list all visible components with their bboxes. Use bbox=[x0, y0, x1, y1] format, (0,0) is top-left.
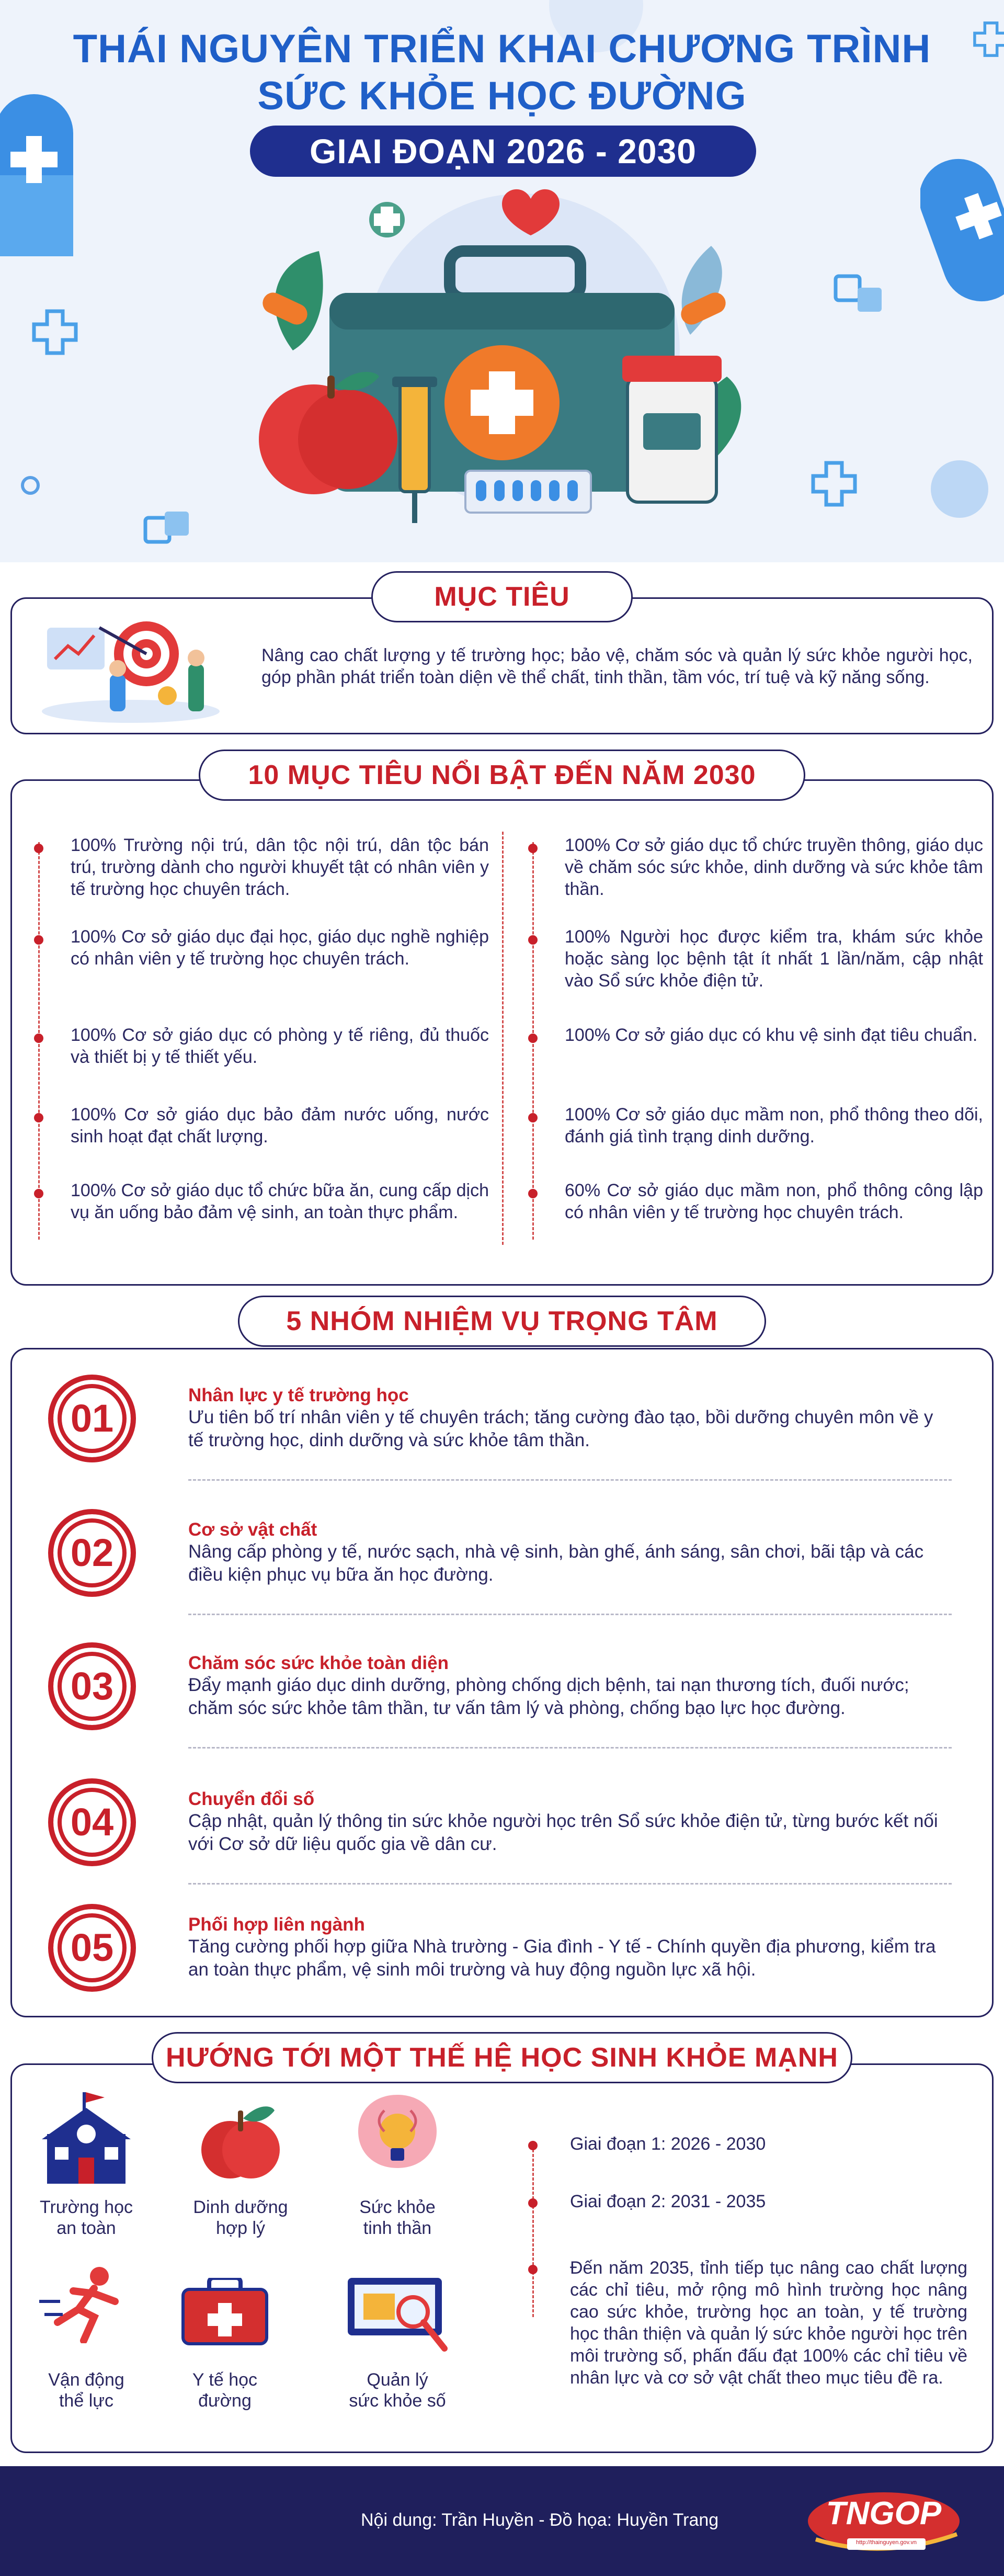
target-item: 100% Cơ sở giáo dục đại học, giáo dục nghề nghiệp có nhân viên y tế trường học chuyên trách. bbox=[71, 927, 489, 969]
task-number: 02 bbox=[70, 1531, 114, 1574]
bullet-dot bbox=[528, 2141, 538, 2150]
stages-line bbox=[532, 2144, 534, 2317]
capsule-icon bbox=[920, 152, 1004, 309]
task-title: Nhân lực y tế trường học bbox=[188, 1385, 409, 1405]
bullet-dot bbox=[528, 1113, 538, 1122]
bullet-dot bbox=[528, 2198, 538, 2208]
objective-label: MỤC TIÊU bbox=[371, 571, 633, 622]
stage-1: Giai đoạn 1: 2026 - 2030 bbox=[570, 2134, 766, 2154]
target-item: 100% Cơ sở giáo dục tổ chức truyền thông, giáo dục về chăm sóc sức khỏe, dinh dưỡng và sức khỏe tâm thần. bbox=[565, 835, 983, 899]
logo-text: TNGOP bbox=[826, 2495, 942, 2532]
bullet-dot bbox=[34, 935, 43, 945]
icon-caption bbox=[324, 2197, 471, 2239]
target-item: 100% Cơ sở giáo dục bảo đảm nước uống, nước sinh hoạt đạt chất lượng. bbox=[71, 1105, 489, 1147]
task-separator bbox=[188, 1883, 952, 1885]
target-item: 100% Trường nội trú, dân tộc nội trú, dân tộc bán trú, trường dành cho người khuyết tật có nhân viên y tế trường học chuyên trách. bbox=[71, 835, 489, 899]
icon-caption-line2: đường bbox=[198, 2391, 252, 2411]
bullet-dot bbox=[528, 1034, 538, 1043]
task-number-badge bbox=[48, 1375, 136, 1462]
task-title: Chăm sóc sức khỏe toàn diện bbox=[188, 1653, 449, 1673]
icon-caption bbox=[152, 2369, 298, 2411]
icon-caption-line2: sức khỏe số bbox=[349, 2391, 446, 2411]
bullet-dot bbox=[34, 1113, 43, 1122]
task-number-badge bbox=[48, 1778, 136, 1866]
icon-caption bbox=[13, 2197, 159, 2239]
deco-circle bbox=[931, 460, 988, 518]
bullet-dot bbox=[34, 1189, 43, 1198]
square-deco-icon bbox=[831, 272, 889, 319]
bullet-dot bbox=[34, 1034, 43, 1043]
task-separator bbox=[188, 1747, 952, 1749]
task-separator bbox=[188, 1479, 952, 1481]
header-banner bbox=[0, 0, 1004, 562]
icon-caption bbox=[167, 2197, 314, 2239]
logo-url: http://thainguyen.gov.vn bbox=[856, 2539, 917, 2546]
phase-badge: GIAI ĐOẠN 2026 - 2030 bbox=[250, 126, 756, 177]
stage-2: Giai đoạn 2: 2031 - 2035 bbox=[570, 2192, 766, 2211]
square-deco-icon bbox=[141, 507, 199, 554]
icon-caption-line1: Dinh dưỡng bbox=[193, 2197, 288, 2217]
icon-caption-line2: thể lực bbox=[59, 2391, 114, 2411]
task-number: 01 bbox=[70, 1397, 114, 1440]
page-title-line1: THÁI NGUYÊN TRIỂN KHAI CHƯƠNG TRÌNH bbox=[73, 27, 931, 71]
footer bbox=[0, 2466, 1004, 2576]
deco-circle bbox=[21, 476, 40, 495]
first-aid-kit-illustration bbox=[230, 178, 774, 554]
task-number: 04 bbox=[70, 1800, 114, 1844]
bullet-dot bbox=[528, 1189, 538, 1198]
task-description: Đẩy mạnh giáo dục dinh dưỡng, phòng chống dịch bệnh, tai nạn thương tích, đuối nước; chăm sóc sức khỏe tâm thần, tư vấn tâm lý và phòng, chống bạo lực học đường. bbox=[188, 1675, 909, 1718]
future-label: HƯỚNG TỚI MỘT THẾ HỆ HỌC SINH KHỎE MẠNH bbox=[152, 2032, 852, 2083]
target-item: 100% Người học được kiểm tra, khám sức khỏe hoặc sàng lọc bệnh tật ít nhất 1 lần/năm, cập nhật vào Sổ sức khỏe điện tử. bbox=[565, 927, 983, 991]
task-description: Nâng cấp phòng y tế, nước sạch, nhà vệ sinh, bàn ghế, ánh sáng, sân chơi, bãi tập và các điều kiện phục vụ bữa ăn học đường. bbox=[188, 1541, 924, 1585]
medical-cross-icon bbox=[31, 309, 78, 356]
digital-monitor-icon bbox=[345, 2275, 450, 2354]
medical-box-icon bbox=[180, 2278, 269, 2346]
target-item: 100% Cơ sở giáo dục có phòng y tế riêng, đủ thuốc và thiết bị y tế thiết yếu. bbox=[71, 1025, 489, 1067]
page-title-line2: SỨC KHỎE HỌC ĐƯỜNG bbox=[257, 74, 747, 118]
task-number-badge bbox=[48, 1642, 136, 1730]
icon-caption-line1: Sức khỏe bbox=[359, 2197, 436, 2217]
target-goal-illustration-icon bbox=[37, 612, 225, 727]
icon-caption bbox=[13, 2369, 159, 2411]
task-description: Tăng cường phối hợp giữa Nhà trường - Gia đình - Y tế - Chính quyền địa phương, kiểm tra an toàn thực phẩm, vệ sinh môi trường và huy động nguồn lực xã hội. bbox=[188, 1936, 936, 1980]
targets-divider bbox=[502, 832, 504, 1245]
target-item: 100% Cơ sở giáo dục tổ chức bữa ăn, cung cấp dịch vụ ăn uống bảo đảm vệ sinh, an toàn thực phẩm. bbox=[71, 1181, 489, 1222]
bullet-dot bbox=[528, 935, 538, 945]
task-number-badge bbox=[48, 1904, 136, 1992]
credit-text: Nội dung: Trần Huyền - Đồ họa: Huyền Trang bbox=[361, 2510, 719, 2530]
task-number-badge bbox=[48, 1509, 136, 1597]
icon-caption-line1: Vận động bbox=[48, 2370, 124, 2390]
targets-label: 10 MỤC TIÊU NỔI BẬT ĐẾN NĂM 2030 bbox=[199, 750, 805, 801]
task-description: Cập nhật, quản lý thông tin sức khỏe người học trên Sổ sức khỏe điện tử, từng bước kết nối với Cơ sở dữ liệu quốc gia về dân cư. bbox=[188, 1811, 938, 1854]
medical-cross-icon bbox=[811, 460, 858, 507]
apple-icon bbox=[201, 2095, 280, 2184]
bullet-dot bbox=[528, 844, 538, 853]
task-number: 05 bbox=[70, 1926, 114, 1969]
icon-caption bbox=[324, 2369, 471, 2411]
task-title: Chuyển đổi số bbox=[188, 1789, 315, 1809]
brain-lightbulb-icon bbox=[353, 2090, 442, 2184]
objective-text: Nâng cao chất lượng y tế trường học; bảo vệ, chăm sóc và quản lý sức khỏe người học, góp phần phát triển toàn diện về thể chất, tinh thần, tầm vóc, trí tuệ và kỹ năng sống. bbox=[261, 645, 973, 687]
task-title: Cơ sở vật chất bbox=[188, 1519, 317, 1540]
icon-caption-line2: tinh thần bbox=[363, 2218, 432, 2238]
icon-caption-line1: Trường học bbox=[40, 2197, 133, 2217]
target-item: 100% Cơ sở giáo dục có khu vệ sinh đạt tiêu chuẩn. bbox=[565, 1025, 978, 1045]
bullet-dot bbox=[528, 2265, 538, 2274]
task-separator bbox=[188, 1614, 952, 1615]
target-item: 60% Cơ sở giáo dục mầm non, phổ thông công lập có nhân viên y tế trường học chuyên trách. bbox=[565, 1181, 983, 1222]
school-icon bbox=[37, 2092, 136, 2186]
target-item: 100% Cơ sở giáo dục mầm non, phổ thông theo dõi, đánh giá tình trạng dinh dưỡng. bbox=[565, 1105, 983, 1147]
future-summary: Đến năm 2035, tỉnh tiếp tục nâng cao chất lượng các chỉ tiêu, mở rộng mô hình trường học nâng cao sức khỏe, trường học an toàn, y tế trường học thân thiện và quản lý sức khỏe người học trên môi trường số, phấn đấu đạt 100% các chỉ tiêu về nhân lực và cơ sở vật chất theo mục tiêu đề ra. bbox=[570, 2258, 967, 2388]
bullet-dot bbox=[34, 844, 43, 853]
icon-caption-line1: Quản lý bbox=[367, 2370, 428, 2390]
task-title: Phối hợp liên ngành bbox=[188, 1914, 365, 1935]
icon-caption-line2: an toàn bbox=[56, 2218, 116, 2238]
running-person-icon bbox=[37, 2265, 136, 2343]
tasks-label: 5 NHÓM NHIỆM VỤ TRỌNG TÂM bbox=[238, 1296, 766, 1347]
task-number: 03 bbox=[70, 1664, 114, 1708]
task-description: Ưu tiên bố trí nhân viên y tế chuyên trách; tăng cường đào tạo, bồi dưỡng chuyên môn về y tế trường học, dinh dưỡng và sức khỏe tâm thần. bbox=[188, 1407, 933, 1450]
icon-caption-line1: Y tế học bbox=[192, 2370, 258, 2390]
icon-caption-line2: hợp lý bbox=[215, 2218, 266, 2238]
